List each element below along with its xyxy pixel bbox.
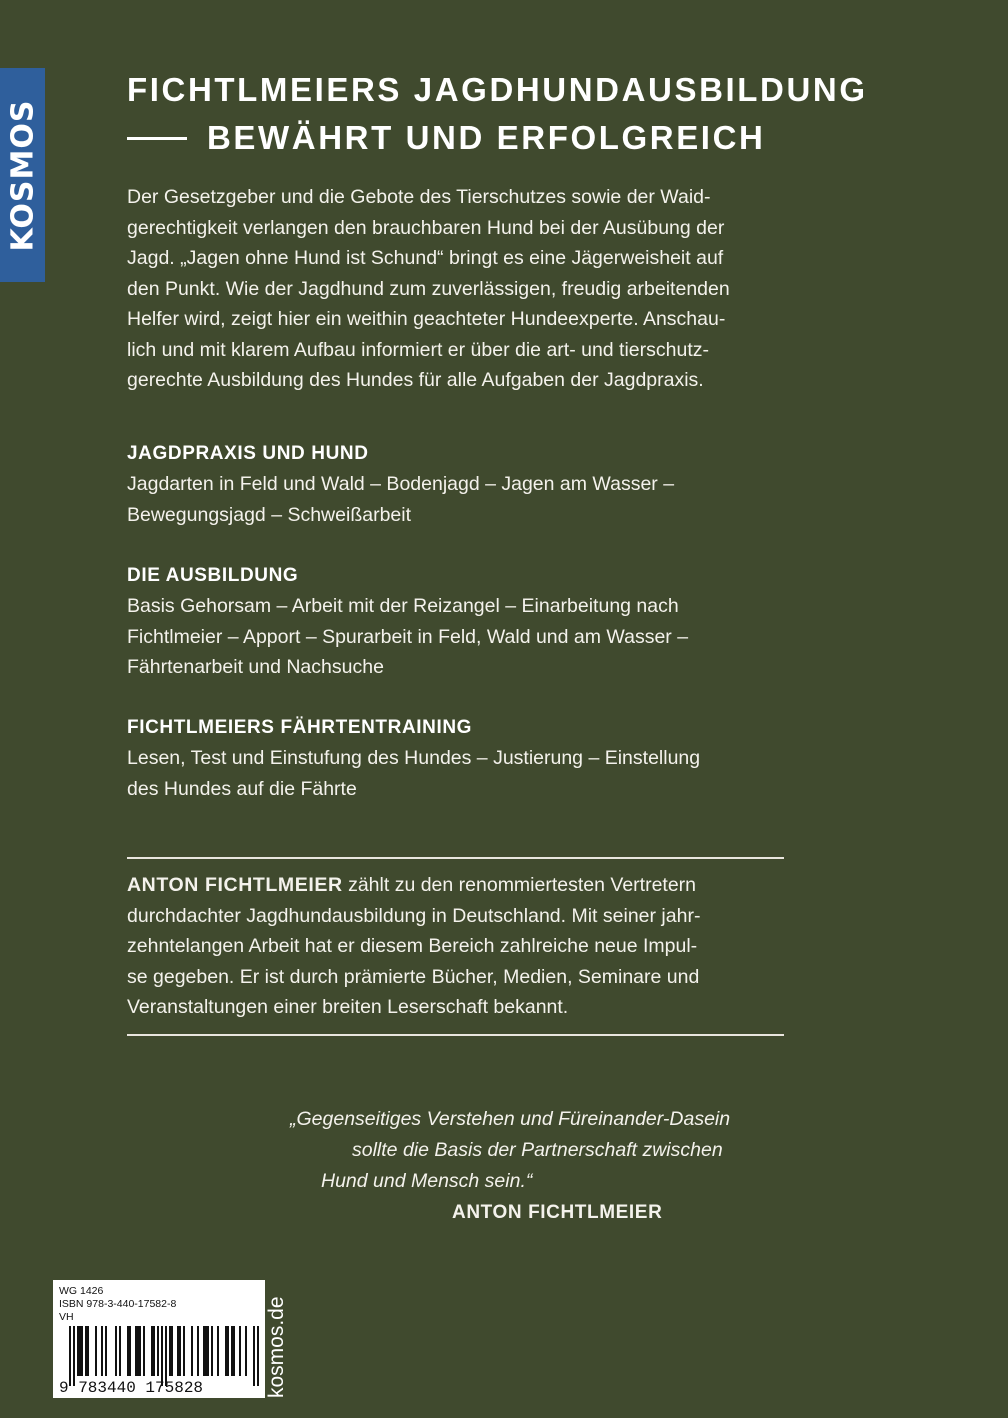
section-jagdpraxis xyxy=(127,439,827,530)
barcode-bar xyxy=(211,1326,213,1376)
barcode-bar xyxy=(217,1326,219,1376)
barcode-bar xyxy=(165,1326,167,1386)
barcode-bar xyxy=(79,1326,81,1376)
barcode-bar xyxy=(179,1326,181,1376)
barcode-bar xyxy=(183,1326,185,1376)
isbn-meta: WG 1426 ISBN 978-3-440-17582-8 VH xyxy=(59,1285,177,1323)
heading-dash xyxy=(127,137,187,140)
barcode-bar xyxy=(73,1326,75,1386)
author-name: ANTON FICHTLMEIER xyxy=(127,874,343,896)
quote-author: ANTON FICHTLMEIER xyxy=(452,1202,663,1223)
quote-line: Hund und Mensch sein.“ xyxy=(321,1170,533,1192)
intro-paragraph: Der Gesetzgeber und die Gebote des Tierschutzes sowie der Waid- gerechtigkeit verlangen den brauchbaren Hund bei der Ausübung der Jagd. „Jagen ohne Hund ist Schund“ bringt es eine Jägerweisheit auf den Punkt. Wie der Jagdhund zum zuverlässigen, freudig arbeitenden Helfer wird, zeigt hier ein weithin geachteter Hundeexperte. Anschau- lich und mit klarem Aufbau informiert er über die art- und tierschutz- gerechte Ausbildung des Hundes für alle Aufgaben der Jagdpraxis. xyxy=(127,186,730,391)
section-title: FICHTLMEIERS FÄHRTENTRAINING xyxy=(127,717,473,738)
heading-line-2: BEWÄHRT UND ERFOLGREICH xyxy=(207,119,766,156)
barcode-bar xyxy=(81,1326,83,1376)
barcode-bar xyxy=(245,1326,247,1376)
section-title: DIE AUSBILDUNG xyxy=(127,565,299,586)
author-bio-body: zählt zu den renommiertesten Vertretern durchdachter Jagdhundausbildung in Deutschland. Mit seiner jahr- zehntelangen Arbeit hat er diesem Bereich zahlreiche neue Impul- se gegeben. Er ist durch prämierte Bücher, Medien, Seminare und Veranstaltungen einer breiten Leserschaft bekannt. xyxy=(127,874,701,1018)
barcode-bar xyxy=(151,1326,153,1376)
barcode-digits: 9 783440 175828 xyxy=(59,1379,204,1394)
barcode-bar xyxy=(227,1326,229,1376)
heading-line-2-row xyxy=(127,114,907,162)
ean-barcode xyxy=(57,1326,261,1394)
barcode-bar xyxy=(95,1326,97,1376)
book-heading xyxy=(127,66,907,162)
barcode-bar xyxy=(105,1326,107,1376)
website-label: kosmos.de xyxy=(265,1296,288,1398)
barcode-bar xyxy=(207,1326,209,1376)
barcode-bar xyxy=(85,1326,87,1376)
barcode-bar xyxy=(115,1326,117,1376)
barcode-bar xyxy=(143,1326,145,1376)
barcode-bar xyxy=(177,1326,179,1376)
author-bio-text xyxy=(127,870,807,1023)
section-body: Basis Gehorsam – Arbeit mit der Reizangel – Einarbeitung nach Fichtlmeier – Apport – Spurarbeit in Feld, Wald und am Wasser – Fährtenarbeit und Nachsuche xyxy=(127,595,689,678)
barcode-bar xyxy=(191,1326,193,1376)
barcode-bar xyxy=(129,1326,131,1376)
barcode-bar xyxy=(69,1326,71,1386)
barcode-bar xyxy=(203,1326,205,1376)
section-faehrtentraining xyxy=(127,713,827,804)
barcode-bar xyxy=(169,1326,171,1376)
barcode-bar xyxy=(257,1326,259,1386)
isbn-barcode-box xyxy=(53,1280,265,1398)
barcode-bars xyxy=(69,1326,259,1386)
divider-top xyxy=(127,857,784,859)
section-body: Lesen, Test und Einstufung des Hundes – Justierung – Einstellung des Hundes auf die Fährte xyxy=(127,747,701,800)
barcode-bar xyxy=(239,1326,241,1376)
author-bio xyxy=(127,870,807,1023)
section-title: JAGDPRAXIS UND HUND xyxy=(127,443,369,464)
kosmos-logo-tab xyxy=(0,68,45,282)
quote-line: „Gegenseitiges Verstehen und Füreinander-Dasein xyxy=(290,1108,731,1130)
barcode-bar xyxy=(205,1326,207,1376)
barcode-bar xyxy=(77,1326,79,1376)
barcode-bar xyxy=(157,1326,159,1376)
barcode-bar xyxy=(87,1326,89,1376)
barcode-bar xyxy=(171,1326,173,1376)
barcode-bar xyxy=(231,1326,233,1376)
barcode-bar xyxy=(119,1326,121,1376)
barcode-bar xyxy=(233,1326,235,1376)
barcode-bar xyxy=(197,1326,199,1376)
barcode-bar xyxy=(253,1326,255,1386)
heading-line-1: FICHTLMEIERS JAGDHUNDAUSBILDUNG xyxy=(127,71,868,108)
barcode-bar xyxy=(153,1326,155,1376)
barcode-bar xyxy=(127,1326,129,1376)
barcode-bar xyxy=(137,1326,139,1376)
barcode-bar xyxy=(135,1326,137,1376)
quote xyxy=(290,1104,810,1197)
section-ausbildung xyxy=(127,561,827,683)
barcode-bar xyxy=(101,1326,103,1376)
barcode-bar xyxy=(161,1326,163,1386)
section-body: Jagdarten in Feld und Wald – Bodenjagd – Jagen am Wasser – Bewegungsjagd – Schweißarbeit xyxy=(127,473,675,526)
quote-line: sollte die Basis der Partnerschaft zwischen xyxy=(352,1139,723,1161)
barcode-bar xyxy=(139,1326,141,1376)
barcode-bar xyxy=(225,1326,227,1376)
kosmos-logo: KOSMOS xyxy=(5,99,41,251)
divider-bottom xyxy=(127,1034,784,1036)
